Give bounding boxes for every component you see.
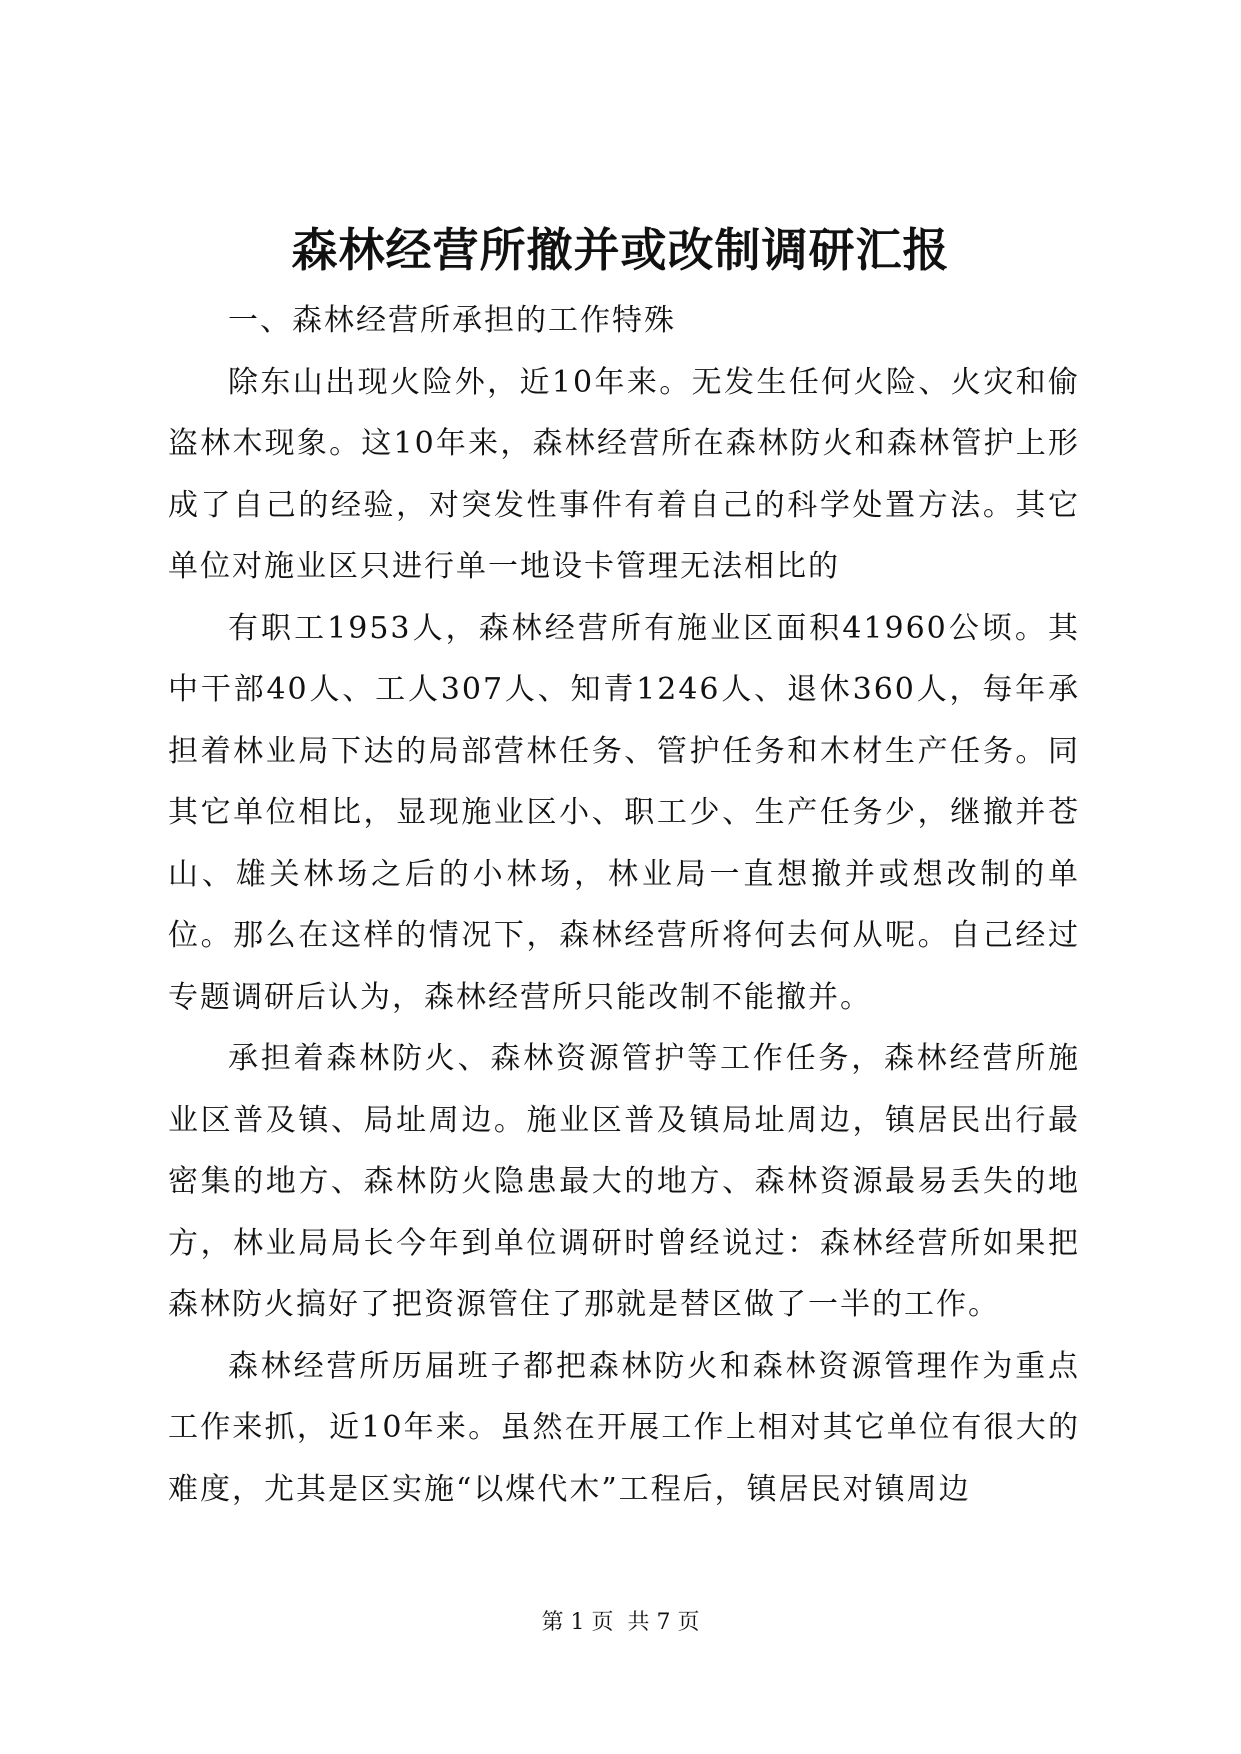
page-number: 第 1 页 共 7 页: [541, 1610, 700, 1635]
section-heading: 一、森林经营所承担的工作特殊: [228, 303, 676, 338]
body-paragraph: 承担着森林防火、森林资源管护等工作任务，森林经营所施业区普及镇、局址周边。施业区普及镇局址周边，镇居民出行最密集的地方、森林防火隐患最大的地方、森林资源最易丢失的地方，林业局局长今年到单位调研时曾经说过：森林经营所如果把森林防火搞好了把资源管住了那就是替区做了一半的工作。: [168, 1041, 1080, 1322]
body-paragraph: 有职工1953人，森林经营所有施业区面积41960公顷。其中干部40人、工人307人、知青1246人、退休360人，每年承担着林业局下达的局部营林任务、管护任务和木材生产任务。同其它单位相比，显现施业区小、职工少、生产任务少，继撤并苍山、雄关林场之后的小林场，林业局一直想撤并或想改制的单位。那么在这样的情况下，森林经营所将何去何从呢。自己经过专题调研后认为，森林经营所只能改制不能撤并。: [168, 610, 1080, 1015]
page-footer: [0, 1608, 1241, 1638]
body-paragraph: 森林经营所历届班子都把森林防火和森林资源管理作为重点工作来抓，近10年来。虽然在开展工作上相对其它单位有很大的难度，尤其是区实施“以煤代木”工程后，镇居民对镇周边: [168, 1348, 1080, 1507]
document-body: [168, 290, 1080, 1520]
body-paragraph: 除东山出现火险外，近10年来。无发生任何火险、火灾和偷盗林木现象。这10年来，森林经营所在森林防火和森林管护上形成了自己的经验，对突发性事件有着自己的科学处置方法。其它单位对施业区只进行单一地设卡管理无法相比的: [168, 364, 1080, 584]
document-title: 森林经营所撤并或改制调研汇报: [291, 223, 950, 277]
